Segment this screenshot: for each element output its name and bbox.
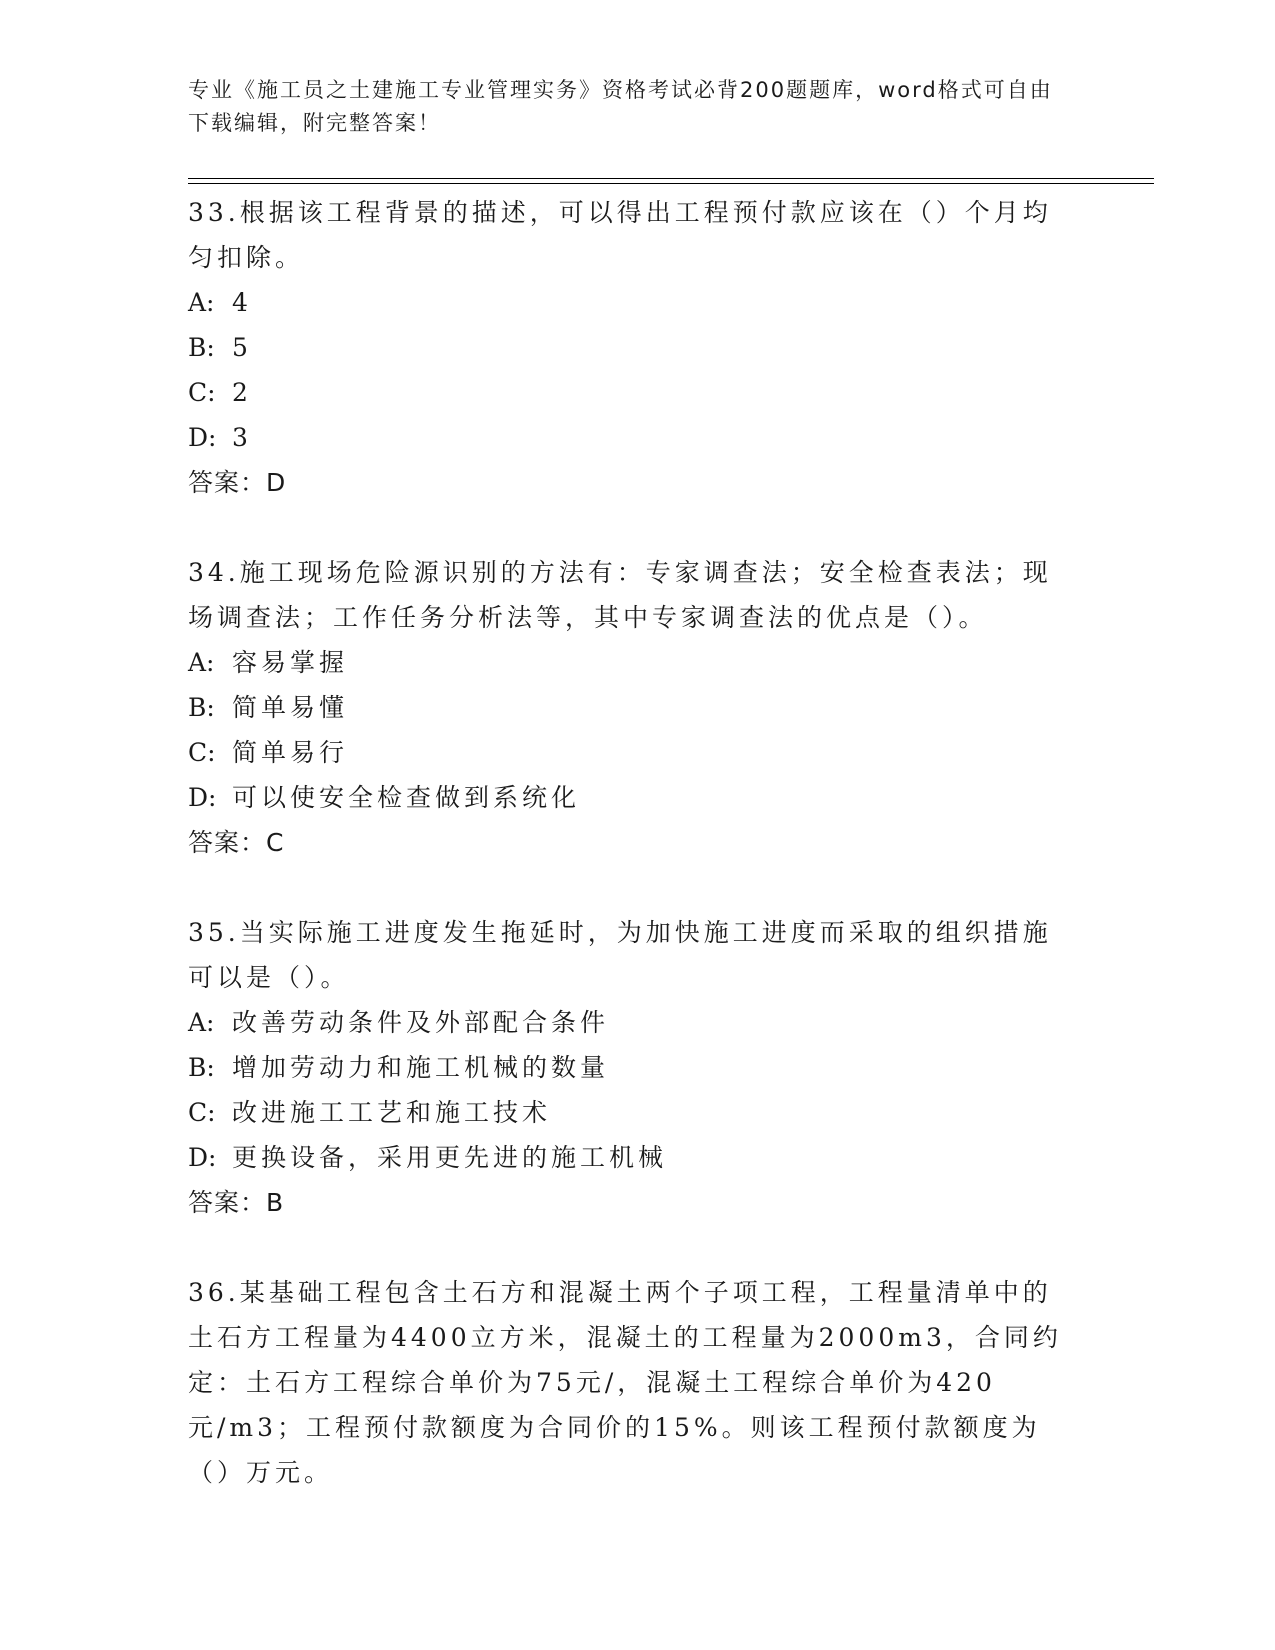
option-c bbox=[188, 730, 1088, 775]
question-text: 35.当实际施工进度发生拖延时，为加快施工进度而采取的组织措施可以是（）。 bbox=[188, 918, 1052, 992]
option-text: 4 bbox=[232, 288, 252, 317]
option-letter: B: bbox=[188, 693, 215, 722]
option-letter: A: bbox=[188, 1008, 215, 1037]
option-text: 改进施工工艺和施工技术 bbox=[232, 1098, 552, 1127]
answer-line: 答案：C bbox=[188, 828, 285, 857]
answer-line: 答案：B bbox=[188, 1188, 285, 1217]
header-divider-line-secondary bbox=[188, 183, 1154, 184]
option-letter: D: bbox=[188, 783, 217, 812]
option-text: 3 bbox=[232, 423, 252, 452]
option-a bbox=[188, 280, 1088, 325]
option-letter: A: bbox=[188, 288, 215, 317]
option-letter: A: bbox=[188, 648, 215, 677]
option-text: 更换设备，采用更先进的施工机械 bbox=[232, 1143, 668, 1172]
option-text: 可以使安全检查做到系统化 bbox=[232, 783, 581, 812]
option-text: 容易掌握 bbox=[232, 648, 349, 677]
option-b bbox=[188, 685, 1088, 730]
option-letter: B: bbox=[188, 1053, 215, 1082]
option-text: 改善劳动条件及外部配合条件 bbox=[232, 1008, 610, 1037]
question-36 bbox=[188, 1270, 1088, 1495]
question-text: 36.某基础工程包含土石方和混凝土两个子项工程，工程量清单中的土石方工程量为4400立方米，混凝土的工程量为2000m3，合同约定：土石方工程综合单价为75元/，混凝土工程综合单价为420元/m3；工程预付款额度为合同价的15%。则该工程预付款额度为（）万元。 bbox=[188, 1278, 1062, 1487]
option-letter: B: bbox=[188, 333, 215, 362]
option-d bbox=[188, 775, 1088, 820]
header-divider-line bbox=[188, 178, 1154, 179]
option-text: 增加劳动力和施工机械的数量 bbox=[232, 1053, 610, 1082]
option-letter: C: bbox=[188, 1098, 216, 1127]
question-33 bbox=[188, 190, 1088, 505]
option-d bbox=[188, 1135, 1088, 1180]
question-text: 34.施工现场危险源识别的方法有：专家调查法；安全检查表法；现场调查法；工作任务分析法等，其中专家调查法的优点是（）。 bbox=[188, 558, 1052, 632]
option-a bbox=[188, 640, 1088, 685]
answer-line: 答案：D bbox=[188, 468, 287, 497]
option-a bbox=[188, 1000, 1088, 1045]
option-letter: C: bbox=[188, 378, 216, 407]
question-text: 33.根据该工程背景的描述，可以得出工程预付款应该在（）个月均匀扣除。 bbox=[188, 198, 1052, 272]
option-text: 简单易行 bbox=[232, 738, 349, 767]
option-letter: C: bbox=[188, 738, 216, 767]
option-d bbox=[188, 415, 1088, 460]
option-c bbox=[188, 370, 1088, 415]
option-text: 2 bbox=[232, 378, 252, 407]
option-text: 简单易懂 bbox=[232, 693, 349, 722]
question-34 bbox=[188, 550, 1088, 865]
question-35 bbox=[188, 910, 1088, 1225]
option-c bbox=[188, 1090, 1088, 1135]
option-text: 5 bbox=[232, 333, 252, 362]
option-letter: D: bbox=[188, 423, 217, 452]
question-list bbox=[188, 190, 1088, 1540]
option-b bbox=[188, 1045, 1088, 1090]
option-letter: D: bbox=[188, 1143, 217, 1172]
document-header: 专业《施工员之土建施工专业管理实务》资格考试必背200题题库，word格式可自由下载编辑，附完整答案！ bbox=[188, 78, 1053, 135]
option-b bbox=[188, 325, 1088, 370]
